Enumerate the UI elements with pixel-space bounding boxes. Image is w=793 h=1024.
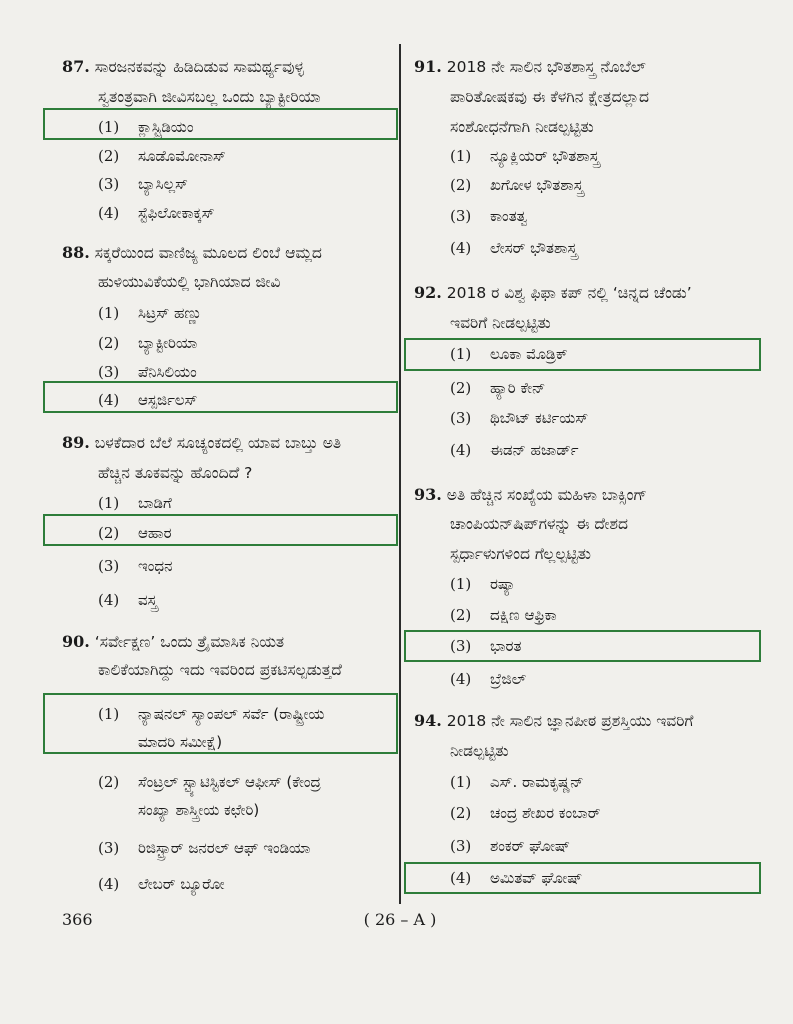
answer-highlight-q90 bbox=[43, 693, 398, 754]
q92-option-1: (1) ಲೂಕಾ ಮೊಡ್ರಿಕ್ bbox=[450, 345, 568, 363]
q90-option-1: (1) ನ್ಯಾಷನಲ್ ಸ್ಯಾಂಪಲ್ ಸರ್ವೆ (ರಾಷ್ಟ್ರೀಯ bbox=[98, 705, 325, 723]
question-93-line-2: ಚಾಂಪಿಯನ್‌ಷಿಪ್‌ಗಳನ್ನು ಈ ದೇಶದ bbox=[450, 515, 628, 533]
question-93-line-1: 93. ಅತಿ ಹೆಚ್ಚಿನ ಸಂಖ್ಯೆಯ ಮಹಿಳಾ ಬಾಕ್ಸಿಂಗ್ bbox=[414, 485, 647, 504]
question-91-line-3: ಸಂಶೋಧನೆಗಾಗಿ ನೀಡಲ್ಪಟ್ಟಿತು bbox=[450, 118, 594, 136]
q94-option-4: (4) ಅಮಿತವ್ ಘೋಷ್ bbox=[450, 869, 583, 887]
q93-option-3: (3) ಭಾರತ bbox=[450, 637, 522, 655]
question-93-line-3: ಸ್ಪರ್ಧಾಳುಗಳಿಂದ ಗೆಲ್ಲಲ್ಪಟ್ಟಿತು bbox=[450, 545, 591, 563]
answer-highlight-q88 bbox=[43, 381, 398, 413]
question-94-line-1: 94. 2018 ನೇ ಸಾಲಿನ ಜ್ಞಾನಪೀಠ ಪ್ರಶಸ್ತಿಯು ಇವರಿಗೆ bbox=[414, 711, 694, 730]
answer-highlight-q93 bbox=[404, 630, 761, 662]
page-number: 366 bbox=[62, 910, 93, 929]
question-88-line-1: 88. ಸಕ್ಕರೆಯಿಂದ ವಾಣಿಜ್ಯ ಮೂಲದ ಲಿಂಬೆ ಆಮ್ಲದ bbox=[62, 243, 322, 262]
answer-highlight-q94 bbox=[404, 862, 761, 894]
q92-option-3: (3) ಥಿಬೌಟ್ ಕರ್ಟಿಯಸ್ bbox=[450, 409, 589, 427]
question-94-line-2: ನೀಡಲ್ಪಟ್ಟಿತು bbox=[450, 742, 509, 760]
q89-option-2: (2) ಆಹಾರ bbox=[98, 524, 172, 542]
q94-option-2: (2) ಚಂದ್ರ ಶೇಖರ ಕಂಬಾರ್ bbox=[450, 804, 601, 822]
booklet-code: ( 26 – A ) bbox=[363, 910, 437, 929]
q93-option-2: (2) ದಕ್ಷಿಣ ಆಫ್ರಿಕಾ bbox=[450, 606, 557, 624]
q88-option-2: (2) ಬ್ಯಾಕ್ಟೀರಿಯಾ bbox=[98, 334, 198, 352]
q89-option-1: (1) ಬಾಡಿಗೆ bbox=[98, 494, 172, 512]
q91-option-3: (3) ಕಾಂತತ್ವ bbox=[450, 207, 528, 225]
q90-option-4: (4) ಲೇಬರ್ ಬ್ಯೂರೋ bbox=[98, 875, 225, 893]
q88-option-1: (1) ಸಿಟ್ರಸ್ ಹಣ್ಣು bbox=[98, 304, 202, 322]
q92-option-4: (4) ಈಡನ್ ಹಜಾರ್ಡ್ bbox=[450, 441, 579, 459]
q88-option-3: (3) ಪೆನಿಸಿಲಿಯಂ bbox=[98, 363, 197, 381]
q90-option-3: (3) ರಿಜಿಸ್ಟ್ರಾರ್ ಜನರಲ್ ಆಫ್ ಇಂಡಿಯಾ bbox=[98, 839, 311, 857]
question-91-line-1: 91. 2018 ನೇ ಸಾಲಿನ ಭೌತಶಾಸ್ತ್ರ ನೊಬೆಲ್ bbox=[414, 57, 646, 76]
column-divider bbox=[399, 44, 401, 904]
q87-option-2: (2) ಸೂಡೊಮೋನಾಸ್ bbox=[98, 147, 226, 165]
q91-option-2: (2) ಖಗೋಳ ಭೌತಶಾಸ್ತ್ರ bbox=[450, 176, 584, 194]
question-89-line-2: ಹೆಚ್ಚಿನ ತೂಕವನ್ನು ಹೊಂದಿದೆ ? bbox=[98, 464, 253, 482]
q90-option-2: (2) ಸೆಂಟ್ರಲ್ ಸ್ಟ್ಯಾಟಿಸ್ಟಿಕಲ್ ಆಫೀಸ್ (ಕೇಂದ್ರ bbox=[98, 773, 321, 791]
question-91-line-2: ಪಾರಿತೋಷಕವು ಈ ಕೆಳಗಿನ ಕ್ಷೇತ್ರದಲ್ಲಾದ bbox=[450, 88, 649, 106]
question-92-line-2: ಇವರಿಗೆ ನೀಡಲ್ಪಟ್ಟಿತು bbox=[450, 314, 551, 332]
q87-option-3: (3) ಬ್ಯಾಸಿಲ್ಲಸ್ bbox=[98, 175, 188, 193]
q94-option-1: (1) ಎಸ್. ರಾಮಕೃಷ್ಣನ್ bbox=[450, 773, 584, 791]
question-90-line-2: ಕಾಲಿಕೆಯಾಗಿದ್ದು ಇದು ಇವರಿಂದ ಪ್ರಕಟಿಸಲ್ಪಡುತ್ತದೆ bbox=[98, 661, 342, 679]
answer-highlight-q89 bbox=[43, 514, 398, 546]
answer-highlight-q87 bbox=[43, 108, 398, 140]
question-89-line-1: 89. ಬಳಕೆದಾರ ಬೆಲೆ ಸೂಚ್ಯಂಕದಲ್ಲಿ ಯಾವ ಬಾಬ್ತು ಅತಿ bbox=[62, 433, 342, 452]
q91-option-1: (1) ನ್ಯೂಕ್ಲಿಯರ್ ಭೌತಶಾಸ್ತ್ರ bbox=[450, 147, 600, 165]
q91-option-4: (4) ಲೇಸರ್ ಭೌತಶಾಸ್ತ್ರ bbox=[450, 239, 578, 257]
question-87-line-2: ಸ್ವತಂತ್ರವಾಗಿ ಜೀವಿಸಬಲ್ಲ ಒಂದು ಬ್ಯಾಕ್ಟೀರಿಯಾ bbox=[98, 88, 321, 106]
question-88-line-2: ಹುಳಿಯುವಿಕೆಯಲ್ಲಿ ಭಾಗಿಯಾದ ಜೀವಿ bbox=[98, 273, 281, 291]
q93-option-4: (4) ಬ್ರೆಜಿಲ್ bbox=[450, 670, 527, 688]
q92-option-2: (2) ಹ್ಯಾರಿ ಕೇನ್ bbox=[450, 379, 546, 397]
question-92-line-1: 92. 2018 ರ ವಿಶ್ವ ಫಿಫಾ ಕಪ್ ನಲ್ಲಿ ‘ಚಿನ್ನದ ಚೆಂಡು’ bbox=[414, 283, 692, 302]
q89-option-3: (3) ಇಂಧನ bbox=[98, 557, 173, 575]
q87-option-1: (1) ಕ್ಲಾಸ್ಟ್ರಿಡಿಯಂ bbox=[98, 118, 194, 136]
q87-option-4: (4) ಸ್ಟೆಫಿಲೋಕಾಕ್ಕಸ್ bbox=[98, 204, 215, 222]
q90-option-2-line-2: ಸಂಖ್ಯಾ ಶಾಸ್ತ್ರೀಯ ಕಛೇರಿ) bbox=[138, 801, 260, 819]
question-90-line-1: 90. ‘ಸರ್ವೇಕ್ಷಣ’ ಒಂದು ತ್ರೈಮಾಸಿಕ ನಿಯತ bbox=[62, 632, 285, 651]
q90-option-1-line-2: ಮಾದರಿ ಸಮೀಕ್ಷೆ) bbox=[138, 733, 223, 751]
q89-option-4: (4) ವಸ್ತ್ರ bbox=[98, 591, 158, 609]
q88-option-4: (4) ಆಸ್ಪರ್ಜಿಲಸ್ bbox=[98, 391, 198, 409]
answer-highlight-q92 bbox=[404, 338, 761, 371]
q94-option-3: (3) ಶಂಕರ್ ಘೋಷ್ bbox=[450, 837, 570, 855]
q93-option-1: (1) ರಷ್ಯಾ bbox=[450, 575, 516, 593]
question-87-line-1: 87. ಸಾರಜನಕವನ್ನು ಹಿಡಿದಿಡುವ ಸಾಮರ್ಥ್ಯವುಳ್ಳ bbox=[62, 57, 304, 76]
